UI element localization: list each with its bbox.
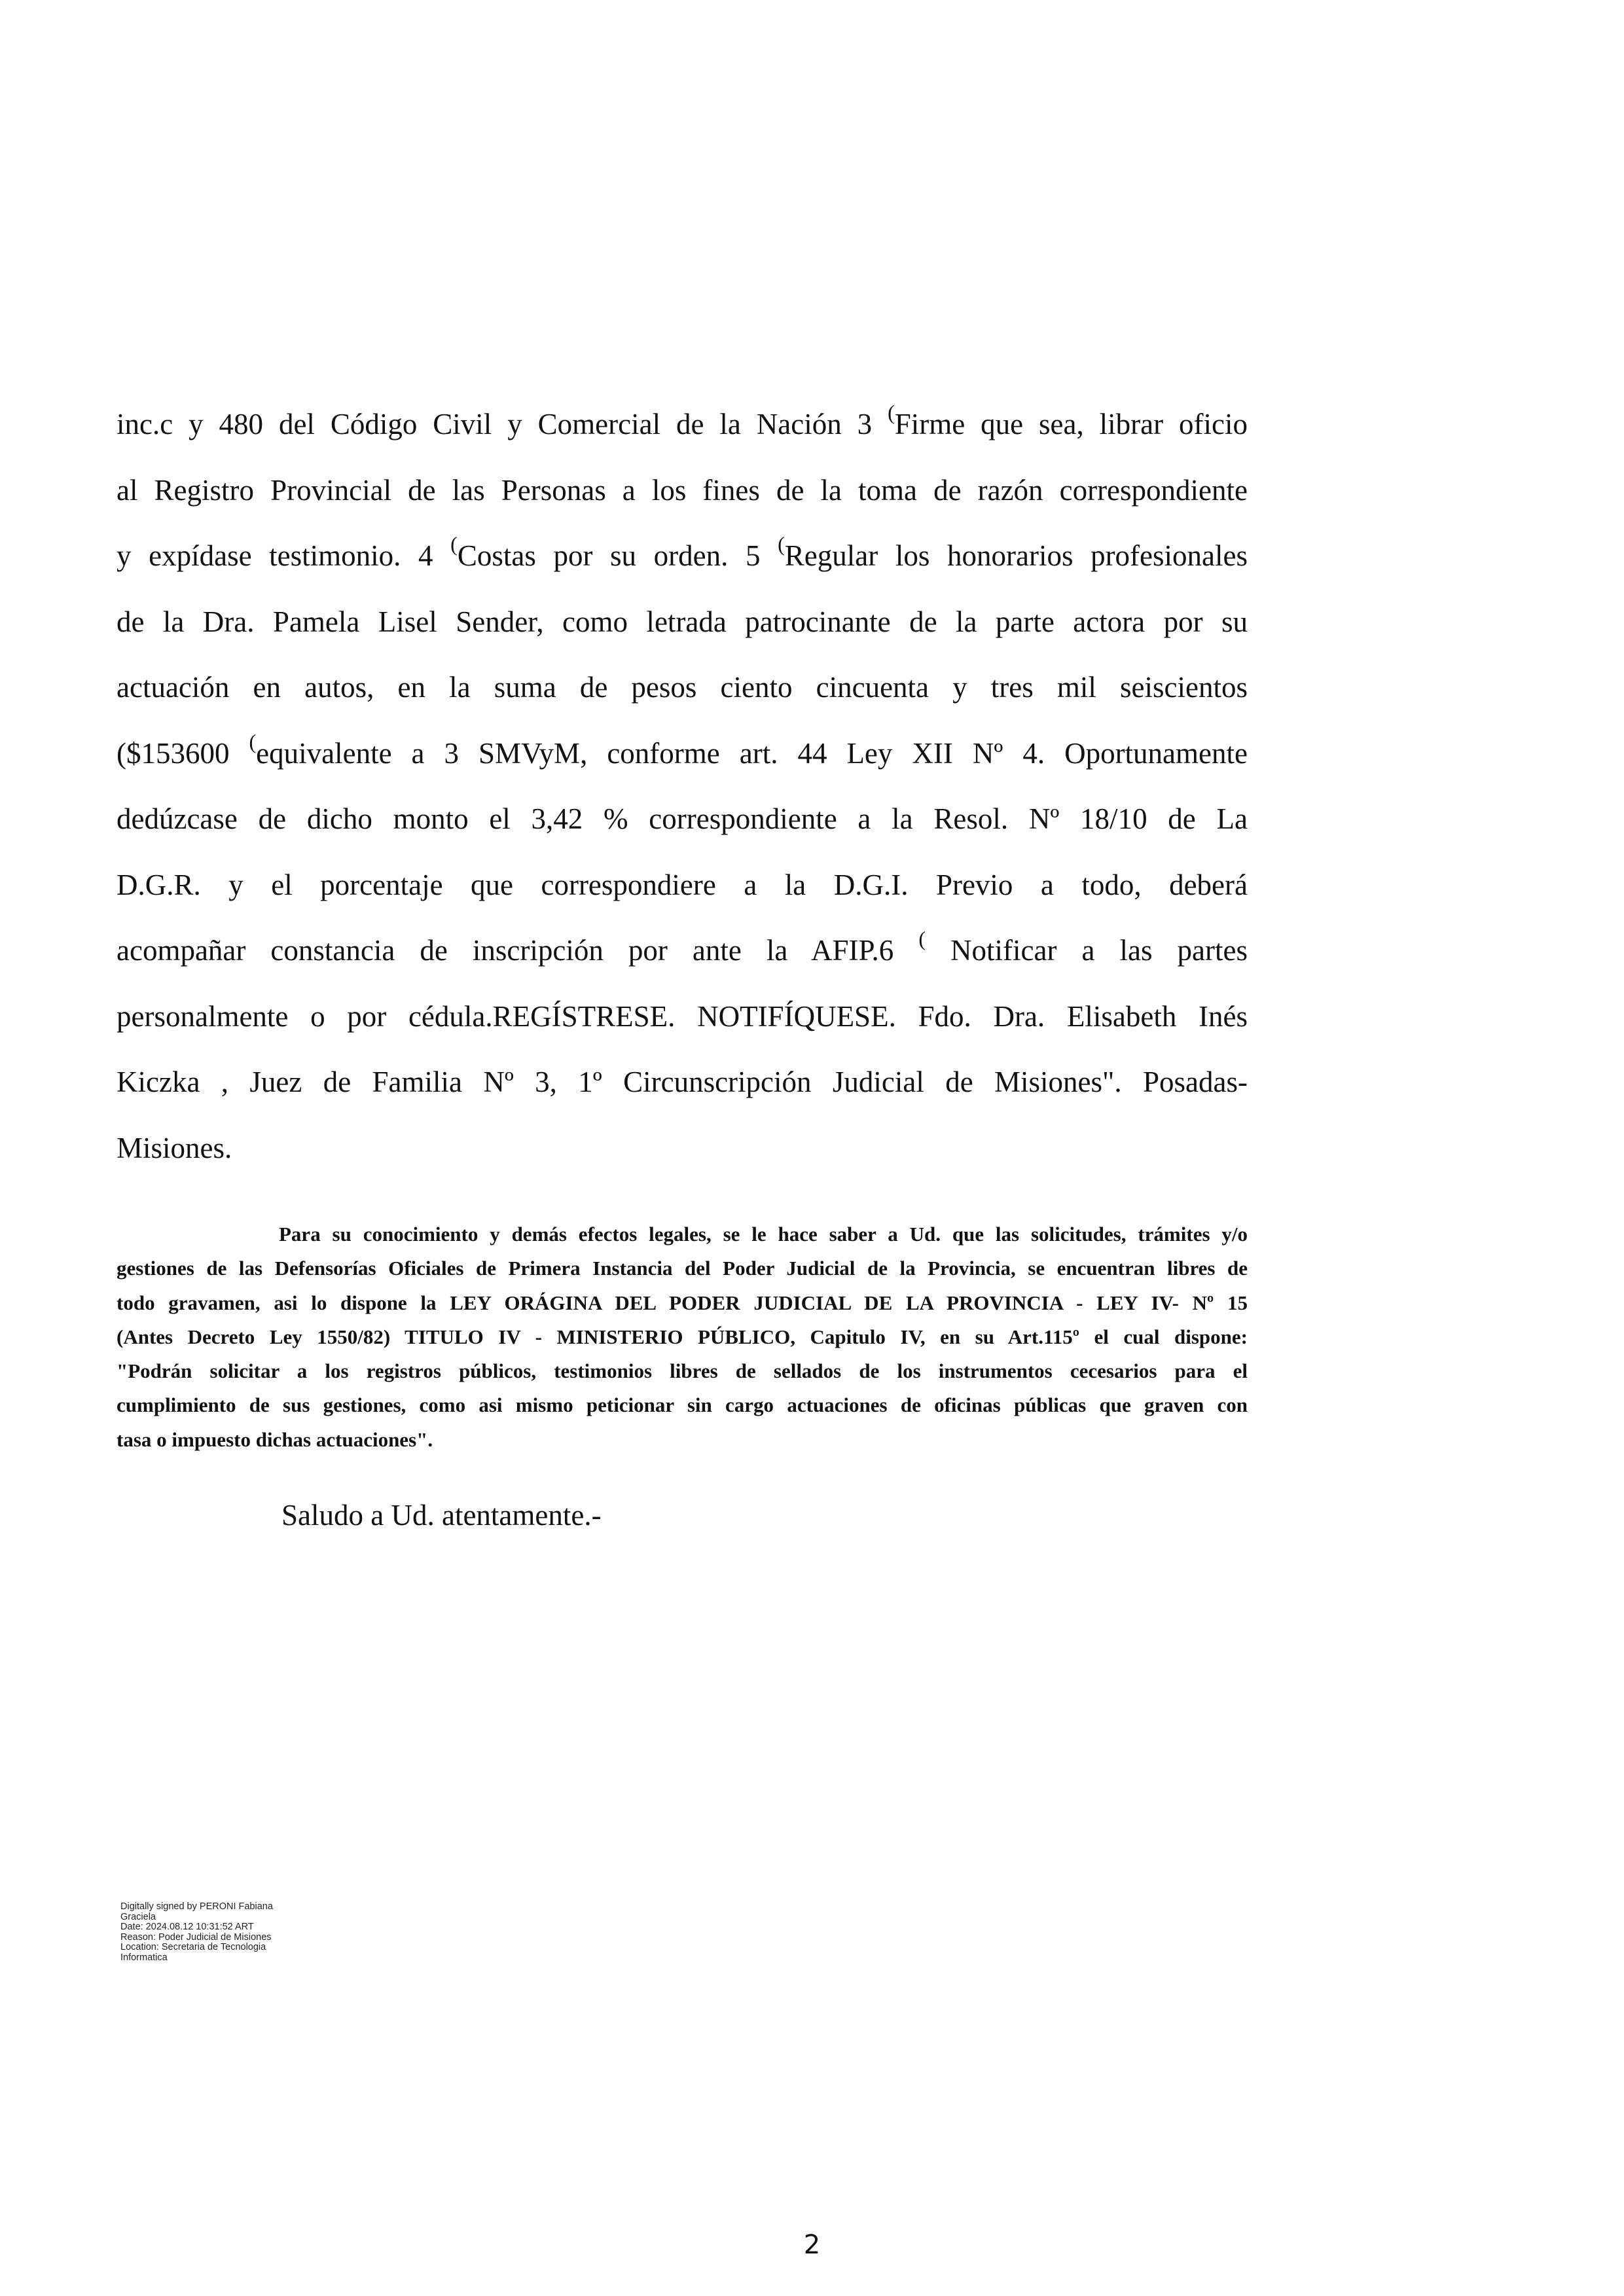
body-line-1: inc.c y 480 del Código Civil y Comercial de la Nación 3 (Firme que sea, librar oficio [117,401,1248,440]
body-line-6: ($153600 (equivalente a 3 SMVyM, conforme art. 44 Ley XII Nº 4. Oportunamente [117,729,1248,770]
body-line-7: dedúzcase de dicho monto el 3,42 % correspondiente a la Resol. Nº 18/10 de La [117,802,1248,835]
body-line-2: al Registro Provincial de las Personas a los fines de la toma de razón correspondiente [117,473,1248,507]
signature-line-6: Informatica [120,1952,168,1963]
notice-line-1: Para su conocimiento y demás efectos legales, se le hace saber a Ud. que las solicitudes, trámites y/o [279,1223,1248,1246]
body-line-3: y expídase testimonio. 4 (Costas por su orden. 5 (Regular los honorarios profesionales [117,532,1248,572]
page-number: 2 [803,2230,821,2260]
body-line-4: de la Dra. Pamela Lisel Sender, como letrada patrocinante de la parte actora por su [117,605,1248,638]
signature-line-4: Reason: Poder Judicial de Misiones [120,1931,272,1943]
notice-line-7: tasa o impuesto dichas actuaciones". [117,1427,433,1451]
signature-line-5: Location: Secretaria de Tecnologia [120,1942,266,1952]
body-line-11: Kiczka , Juez de Familia Nº 3, 1º Circunscripción Judicial de Misiones". Posadas- [117,1066,1248,1098]
body-line-9: acompañar constancia de inscripción por ante la AFIP.6 ( Notificar a las partes [117,927,1248,967]
digital-signature-stamp [120,1902,330,1963]
closing-salutation: Saludo a Ud. atentamente.- [281,1499,602,1532]
body-line-5: actuación en autos, en la suma de pesos ciento cincuenta y tres mil seiscientos [117,671,1248,704]
notice-line-2: gestiones de las Defensorías Oficiales de Primera Instancia del Poder Judicial de la Provincia, se encuentran libres de [117,1257,1248,1280]
body-line-8: D.G.R. y el porcentaje que correspondiere a la D.G.I. Previo a todo, deberá [117,868,1248,901]
body-line-10: personalmente o por cédula.REGÍSTRESE. NOTIFÍQUESE. Fdo. Dra. Elisabeth Inés [117,999,1248,1033]
notice-line-6: cumplimiento de sus gestiones, como asi mismo peticionar sin cargo actuaciones de oficinas públicas que graven con [117,1393,1248,1417]
legal-notice [117,1217,1248,1457]
notice-line-4: (Antes Decreto Ley 1550/82) TITULO IV - MINISTERIO PÚBLICO, Capitulo IV, en su Art.115º el cual dispone: [117,1325,1248,1348]
body-line-12: Misiones. [117,1131,232,1164]
signature-line-1: Digitally signed by PERONI Fabiana [120,1901,273,1912]
signature-line-2: Graciela [120,1911,156,1922]
notice-line-3: todo gravamen, asi lo dispone la LEY ORÁGINA DEL PODER JUDICIAL DE LA PROVINCIA - LEY IV- Nº 15 [117,1291,1248,1314]
resolution-text [117,391,1248,1181]
signature-line-3: Date: 2024.08.12 10:31:52 ART [120,1922,254,1932]
notice-line-5: "Podrán solicitar a los registros públicos, testimonios libres de sellados de los instrumentos cecesarios para el [117,1359,1248,1383]
